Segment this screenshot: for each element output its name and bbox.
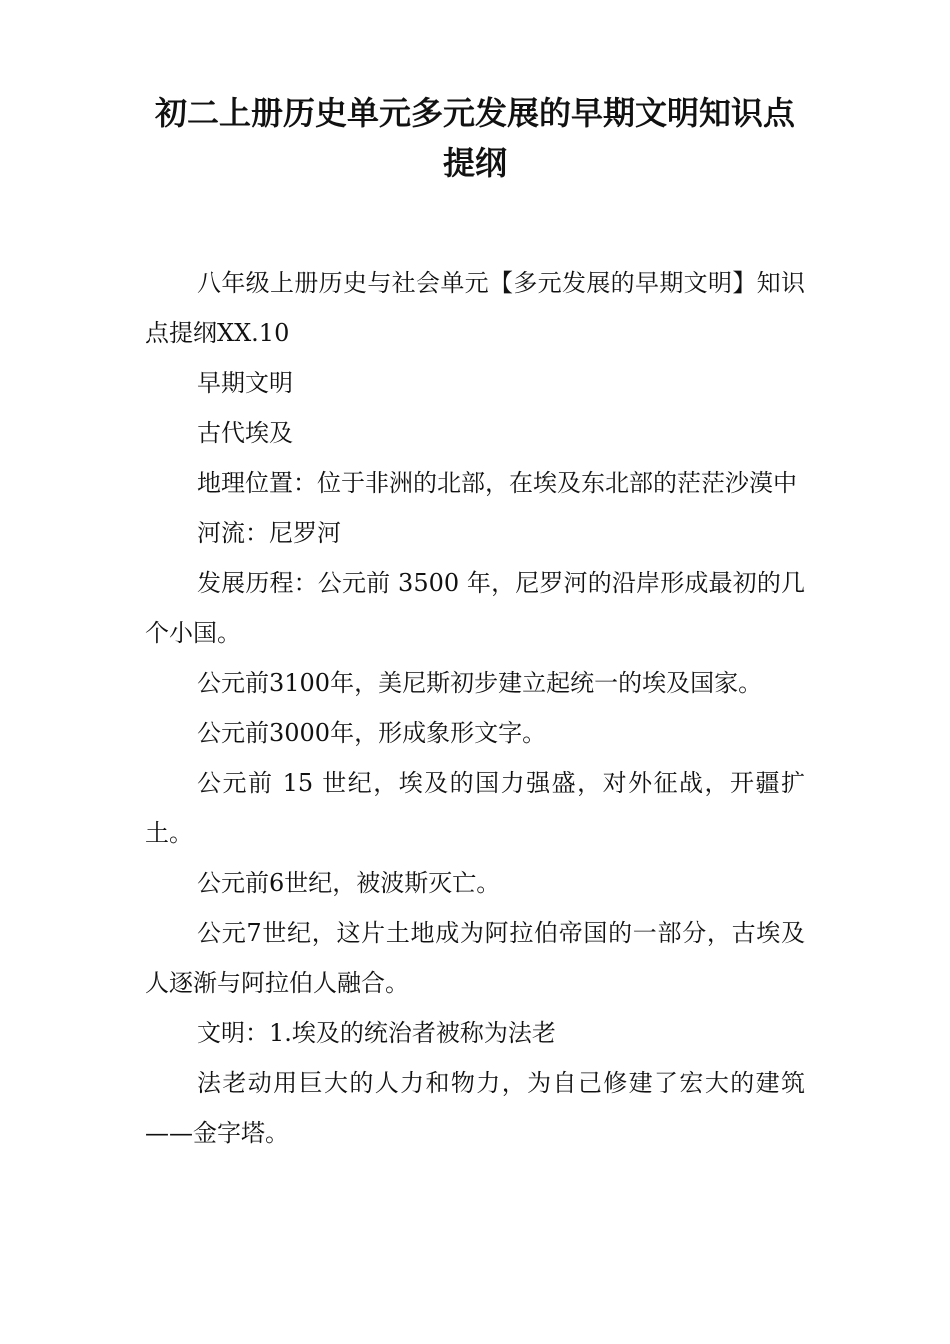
paragraph-6th-century-bc: 公元前6世纪，被波斯灭亡。 xyxy=(197,869,501,897)
paragraph-pyramid: 法老动用巨大的人力和物力，为自己修建了宏大的建筑——金字塔。 xyxy=(145,1069,805,1147)
document-body xyxy=(145,258,805,1158)
document-title: 初二上册历史单元多元发展的早期文明知识点提纲 xyxy=(154,94,795,182)
heading-ancient-egypt: 古代埃及 xyxy=(197,419,293,447)
heading-early-civilization: 早期文明 xyxy=(197,369,293,397)
paragraph-3100bc: 公元前3100年，美尼斯初步建立起统一的埃及国家。 xyxy=(197,669,763,697)
paragraph-geography: 地理位置：位于非洲的北部，在埃及东北部的茫茫沙漠中 xyxy=(197,469,797,497)
paragraph-river: 河流：尼罗河 xyxy=(197,519,341,547)
paragraph-3000bc: 公元前3000年，形成象形文字。 xyxy=(197,719,547,747)
paragraph-7th-century: 公元7世纪，这片土地成为阿拉伯帝国的一部分，古埃及人逐渐与阿拉伯人融合。 xyxy=(145,919,805,997)
paragraph-pharaoh: 文明：1.埃及的统治者被称为法老 xyxy=(197,1019,556,1047)
paragraph-intro: 八年级上册历史与社会单元【多元发展的早期文明】知识点提纲XX.10 xyxy=(145,269,805,347)
paragraph-development: 发展历程：公元前 3500 年，尼罗河的沿岸形成最初的几个小国。 xyxy=(145,569,805,647)
paragraph-15th-century-bc: 公元前 15 世纪，埃及的国力强盛，对外征战，开疆扩土。 xyxy=(145,769,805,847)
